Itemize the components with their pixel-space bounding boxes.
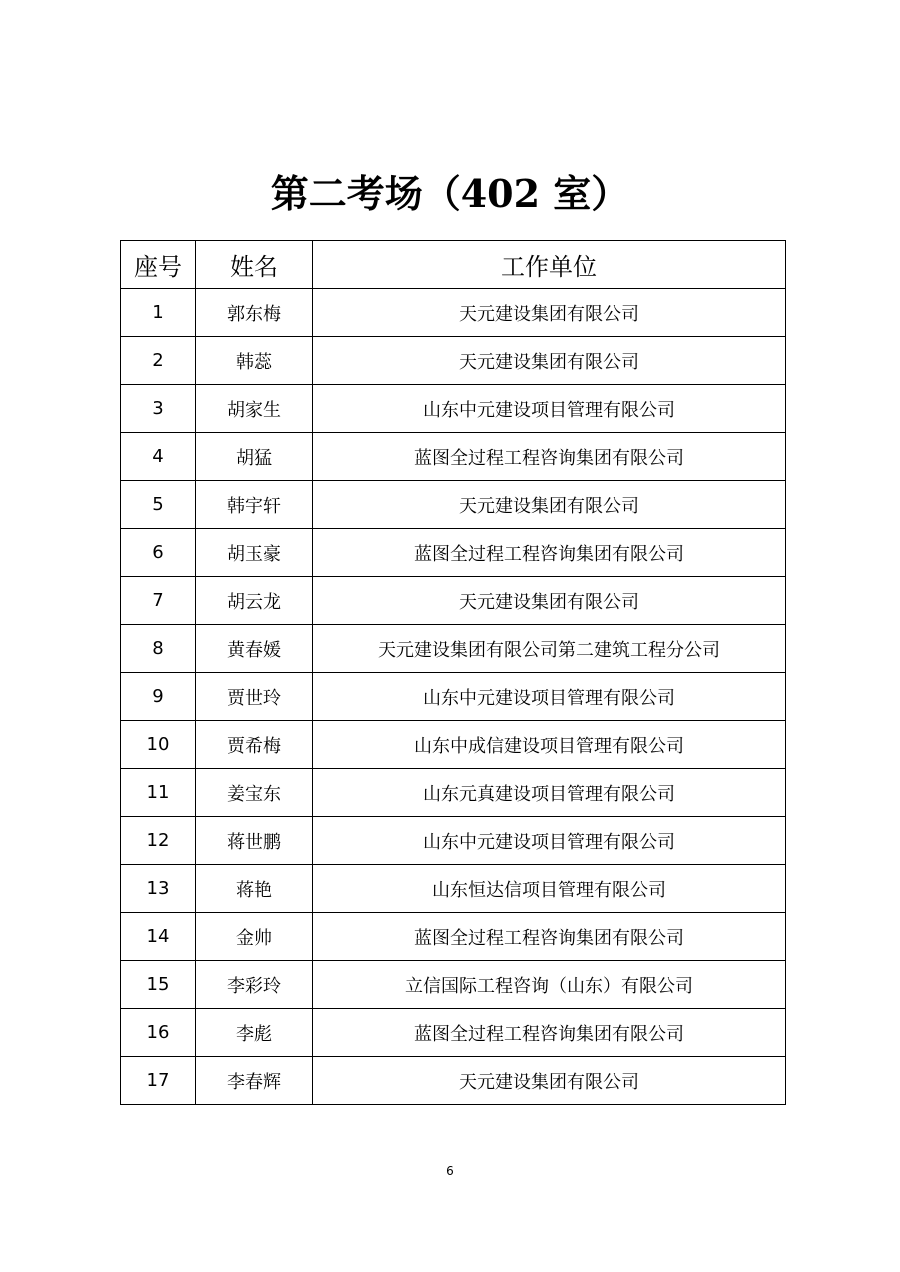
name-cell: 贾世玲 (196, 673, 313, 721)
table-row (121, 865, 786, 913)
seat-cell: 14 (121, 913, 196, 961)
table-row (121, 529, 786, 577)
org-cell: 山东元真建设项目管理有限公司 (313, 769, 786, 817)
seat-cell: 3 (121, 385, 196, 433)
table-row (121, 913, 786, 961)
name-cell: 胡家生 (196, 385, 313, 433)
table-row (121, 721, 786, 769)
seat-cell: 16 (121, 1009, 196, 1057)
table-row (121, 625, 786, 673)
name-cell: 蒋艳 (196, 865, 313, 913)
table-row (121, 385, 786, 433)
name-cell: 李彪 (196, 1009, 313, 1057)
name-cell: 金帅 (196, 913, 313, 961)
seat-cell: 4 (121, 433, 196, 481)
seat-cell: 11 (121, 769, 196, 817)
table-row (121, 337, 786, 385)
org-cell: 天元建设集团有限公司 (313, 289, 786, 337)
org-cell: 天元建设集团有限公司第二建筑工程分公司 (313, 625, 786, 673)
name-cell: 贾希梅 (196, 721, 313, 769)
header-name: 姓名 (196, 241, 313, 289)
name-cell: 韩宇轩 (196, 481, 313, 529)
table-row (121, 289, 786, 337)
name-cell: 胡玉豪 (196, 529, 313, 577)
org-cell: 山东中元建设项目管理有限公司 (313, 817, 786, 865)
seat-cell: 13 (121, 865, 196, 913)
seat-cell: 9 (121, 673, 196, 721)
org-cell: 天元建设集团有限公司 (313, 577, 786, 625)
name-cell: 胡云龙 (196, 577, 313, 625)
table-header-row (121, 241, 786, 289)
seat-cell: 10 (121, 721, 196, 769)
table-row (121, 961, 786, 1009)
name-cell: 郭东梅 (196, 289, 313, 337)
page-number: 6 (446, 1164, 454, 1178)
seat-cell: 1 (121, 289, 196, 337)
seat-cell: 17 (121, 1057, 196, 1105)
name-cell: 李春辉 (196, 1057, 313, 1105)
org-cell: 山东中元建设项目管理有限公司 (313, 673, 786, 721)
name-cell: 韩蕊 (196, 337, 313, 385)
name-cell: 黄春媛 (196, 625, 313, 673)
header-seat: 座号 (121, 241, 196, 289)
seat-cell: 2 (121, 337, 196, 385)
table-row (121, 433, 786, 481)
table-row (121, 481, 786, 529)
name-cell: 李彩玲 (196, 961, 313, 1009)
page-title: 第二考场（402 室） (270, 171, 630, 216)
org-cell: 天元建设集团有限公司 (313, 481, 786, 529)
seat-cell: 7 (121, 577, 196, 625)
org-cell: 蓝图全过程工程咨询集团有限公司 (313, 1009, 786, 1057)
table-row (121, 769, 786, 817)
table-row (121, 817, 786, 865)
org-cell: 山东恒达信项目管理有限公司 (313, 865, 786, 913)
org-cell: 山东中元建设项目管理有限公司 (313, 385, 786, 433)
table-row (121, 1009, 786, 1057)
table-row (121, 673, 786, 721)
seat-cell: 8 (121, 625, 196, 673)
seat-cell: 6 (121, 529, 196, 577)
org-cell: 天元建设集团有限公司 (313, 337, 786, 385)
name-cell: 蒋世鹏 (196, 817, 313, 865)
seat-cell: 12 (121, 817, 196, 865)
seating-table (120, 240, 786, 1105)
header-org: 工作单位 (313, 241, 786, 289)
seat-cell: 5 (121, 481, 196, 529)
table-row (121, 1057, 786, 1105)
seat-cell: 15 (121, 961, 196, 1009)
org-cell: 蓝图全过程工程咨询集团有限公司 (313, 433, 786, 481)
org-cell: 天元建设集团有限公司 (313, 1057, 786, 1105)
name-cell: 胡猛 (196, 433, 313, 481)
org-cell: 立信国际工程咨询（山东）有限公司 (313, 961, 786, 1009)
name-cell: 姜宝东 (196, 769, 313, 817)
table-row (121, 577, 786, 625)
org-cell: 蓝图全过程工程咨询集团有限公司 (313, 529, 786, 577)
org-cell: 山东中成信建设项目管理有限公司 (313, 721, 786, 769)
org-cell: 蓝图全过程工程咨询集团有限公司 (313, 913, 786, 961)
